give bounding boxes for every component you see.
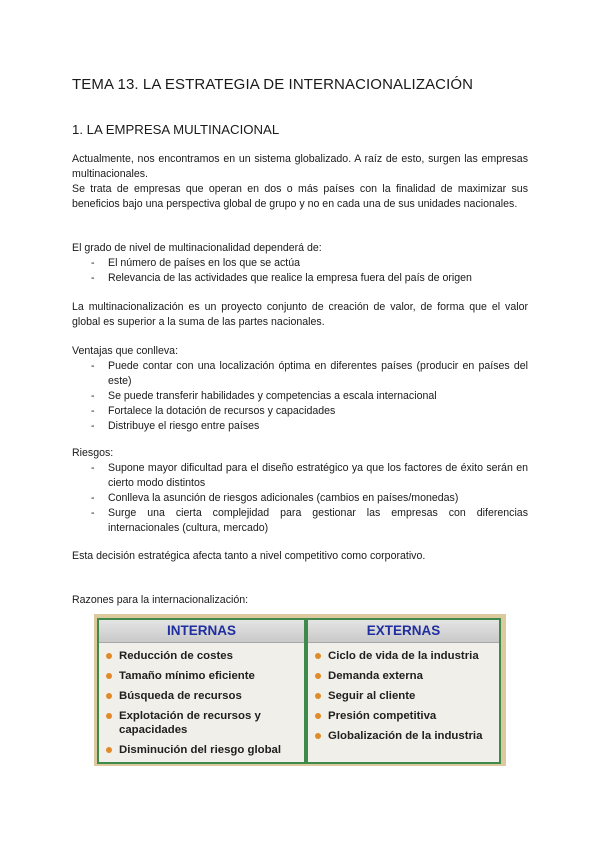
table-item-label: Globalización de la industria <box>328 730 483 742</box>
table-item <box>308 649 499 663</box>
multinacionalizacion-block <box>72 300 528 330</box>
internas-list <box>99 649 304 757</box>
table-item-label: Seguir al cliente <box>328 690 416 702</box>
internas-header: INTERNAS <box>99 620 304 643</box>
table-item <box>99 669 304 683</box>
page-title: TEMA 13. LA ESTRATEGIA DE INTERNACIONALIZACIÓN <box>72 76 474 93</box>
riesgos-lead: Riesgos: <box>72 447 114 459</box>
riesgos-list <box>72 461 528 536</box>
decision-paragraph: Esta decisión estratégica afecta tanto a nivel competitivo como corporativo. <box>72 550 426 562</box>
list-item: - Conlleva la asunción de riesgos adicionales (cambios en países/monedas) <box>72 491 528 506</box>
table-item <box>99 709 304 737</box>
section-title: 1. LA EMPRESA MULTINACIONAL <box>72 122 280 137</box>
bullet-icon <box>106 653 112 659</box>
grado-block <box>72 241 528 286</box>
externas-list <box>308 649 499 743</box>
externas-header: EXTERNAS <box>308 620 499 643</box>
table-item <box>99 689 304 703</box>
intro-block <box>72 152 528 212</box>
table-item <box>99 743 304 757</box>
bullet-icon <box>315 713 321 719</box>
externas-column <box>308 620 499 762</box>
table-item-label: Ciclo de vida de la industria <box>328 650 479 662</box>
ventajas-list <box>72 359 528 434</box>
list-item: - Surge una cierta complejidad para gestionar las empresas con diferencias internacionales (cultura, mercado) <box>72 506 528 536</box>
bullet-icon <box>315 693 321 699</box>
razones-lead: Razones para la internacionalización: <box>72 594 249 606</box>
bullet-icon <box>106 673 112 679</box>
table-item-label: Explotación de recursos y capacidades <box>119 710 261 736</box>
table-item-label: Demanda externa <box>328 670 423 682</box>
list-item: - Puede contar con una localización óptima en diferentes países (producir en países del este) <box>72 359 528 389</box>
razones-table-image <box>94 614 506 766</box>
list-item: - El número de países en los que se actúa <box>72 256 528 271</box>
bullet-icon <box>315 733 321 739</box>
multinacionalizacion-paragraph: La multinacionalización es un proyecto conjunto de creación de valor, de forma que el valor global es superior a la suma de las partes nacionales. <box>72 301 528 328</box>
table-item <box>308 689 499 703</box>
table-item-label: Disminución del riesgo global <box>119 744 282 756</box>
bullet-icon <box>106 713 112 719</box>
grado-lead: El grado de nivel de multinacionalidad dependerá de: <box>72 242 322 254</box>
list-item: - Relevancia de las actividades que realice la empresa fuera del país de origen <box>72 271 528 286</box>
riesgos-block <box>72 446 528 536</box>
table-item-label: Búsqueda de recursos <box>119 690 242 702</box>
razones-table <box>97 618 501 764</box>
table-item-label: Reducción de costes <box>119 650 233 662</box>
razones-block <box>72 593 528 608</box>
list-item: - Supone mayor dificultad para el diseño estratégico ya que los factores de éxito serán en cierto modo distintos <box>72 461 528 491</box>
decision-block <box>72 549 528 564</box>
ventajas-block <box>72 344 528 434</box>
table-item <box>308 709 499 723</box>
grado-list <box>72 256 528 286</box>
bullet-icon <box>315 653 321 659</box>
bullet-icon <box>315 673 321 679</box>
list-item: - Se puede transferir habilidades y competencias a escala internacional <box>72 389 528 404</box>
list-item: - Fortalece la dotación de recursos y capacidades <box>72 404 528 419</box>
list-item: - Distribuye el riesgo entre países <box>72 419 528 434</box>
intro-paragraph-2: Se trata de empresas que operan en dos o más países con la finalidad de maximizar sus beneficios bajo una perspectiva global de grupo y no en cada una de sus unidades nacionales. <box>72 183 528 210</box>
table-item-label: Presión competitiva <box>328 710 437 722</box>
intro-paragraph-1: Actualmente, nos encontramos en un sistema globalizado. A raíz de esto, surgen las empresas multinacionales. <box>72 153 528 180</box>
internas-column <box>99 620 304 762</box>
ventajas-lead: Ventajas que conlleva: <box>72 345 179 357</box>
bullet-icon <box>106 747 112 753</box>
table-item-label: Tamaño mínimo eficiente <box>119 670 255 682</box>
table-item <box>308 669 499 683</box>
table-item <box>308 729 499 743</box>
bullet-icon <box>106 693 112 699</box>
table-item <box>99 649 304 663</box>
